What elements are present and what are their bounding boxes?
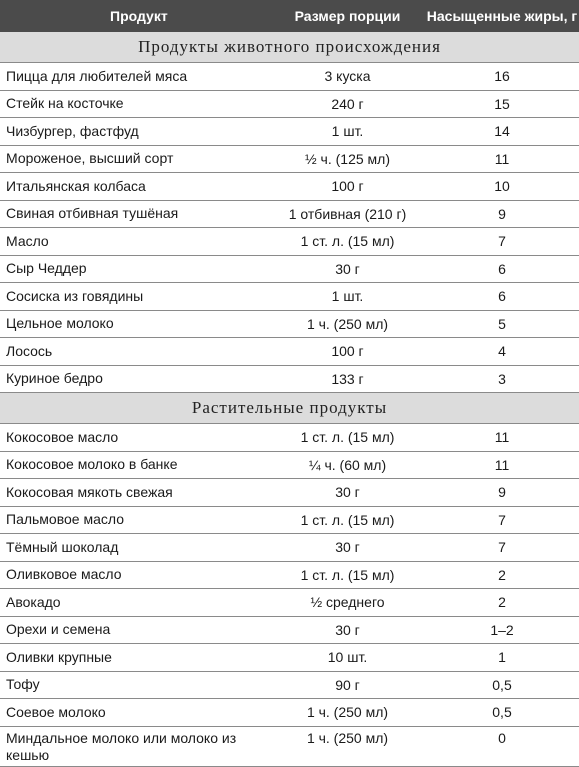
cell-portion: 1 ст. л. (15 мл) <box>300 233 395 250</box>
table-row <box>0 617 579 645</box>
cell-product: Цельное молоко <box>6 315 114 332</box>
cell-portion: 1 ст. л. (15 мл) <box>300 511 395 528</box>
cell-fat: 9 <box>498 484 506 501</box>
header-portion: Размер порции <box>294 8 401 24</box>
cell-product: Соевое молоко <box>6 703 106 720</box>
cell-portion: 1 ч. (250 мл) <box>306 315 389 332</box>
cell-product: Тёмный шоколад <box>6 538 119 555</box>
cell-fat: 0 <box>498 729 506 746</box>
table-row <box>0 534 579 562</box>
table-body <box>0 32 579 767</box>
table-row <box>0 562 579 590</box>
cell-portion: 90 г <box>335 676 360 693</box>
cell-fat: 11 <box>494 429 510 446</box>
cell-fat: 10 <box>494 178 510 195</box>
cell-portion: ¼ ч. (60 мл) <box>308 456 387 473</box>
cell-fat: 15 <box>494 95 510 112</box>
cell-fat: 1–2 <box>490 621 514 638</box>
cell-portion: 3 куска <box>324 68 371 85</box>
cell-fat: 5 <box>498 315 506 332</box>
cell-fat: 11 <box>494 150 510 167</box>
cell-product: Кокосовая мякоть свежая <box>6 483 173 500</box>
cell-portion: 30 г <box>335 539 360 556</box>
header-fat: Насыщенные жиры, г <box>426 8 578 24</box>
cell-portion: 1 отбивная (210 г) <box>288 205 407 222</box>
cell-product: Сосиска из говядины <box>6 287 144 304</box>
cell-portion: 1 ч. (250 мл) <box>306 729 389 746</box>
cell-product: Свиная отбивная тушёная <box>6 205 179 222</box>
table-row <box>0 283 579 311</box>
table-row <box>0 672 579 700</box>
cell-product: Стейк на косточке <box>6 95 124 112</box>
cell-portion: 133 г <box>331 370 364 387</box>
cell-product: Итальянская колбаса <box>6 177 146 194</box>
cell-fat: 9 <box>498 205 506 222</box>
cell-product: Чизбургер, фастфуд <box>6 122 139 139</box>
cell-portion: 30 г <box>335 621 360 638</box>
cell-product: Масло <box>6 232 49 249</box>
table-row <box>0 173 579 201</box>
cell-portion: 10 шт. <box>327 649 368 666</box>
cell-product: Оливки крупные <box>6 648 112 665</box>
cell-product: Мороженое, высший сорт <box>6 150 174 167</box>
cell-product: Кокосовое масло <box>6 428 119 445</box>
cell-portion: 1 шт. <box>331 123 364 140</box>
cell-portion: 30 г <box>335 260 360 277</box>
table-row <box>0 507 579 535</box>
cell-fat: 16 <box>494 68 510 85</box>
cell-fat: 3 <box>498 370 506 387</box>
table-row <box>0 63 579 91</box>
cell-product: Миндальное молоко или молоко из кешью <box>6 729 237 763</box>
cell-portion: 30 г <box>335 484 360 501</box>
table-row <box>0 699 579 727</box>
cell-product: Тофу <box>6 676 40 693</box>
cell-portion: ½ ч. (125 мл) <box>304 150 390 167</box>
cell-portion: 1 шт. <box>331 288 364 305</box>
table-row <box>0 91 579 119</box>
cell-fat: 14 <box>494 123 510 140</box>
cell-product: Кокосовое молоко в банке <box>6 456 178 473</box>
section-title: Растительные продукты <box>0 393 579 424</box>
cell-fat: 7 <box>498 511 506 528</box>
cell-fat: 11 <box>494 456 510 473</box>
table-row <box>0 118 579 146</box>
cell-fat: 4 <box>498 343 506 360</box>
table-row <box>0 201 579 229</box>
cell-product: Лосось <box>6 342 53 359</box>
table-row <box>0 256 579 284</box>
table-row <box>0 338 579 366</box>
cell-fat: 0,5 <box>492 704 512 721</box>
cell-product: Сыр Чеддер <box>6 260 87 277</box>
cell-fat: 0,5 <box>492 676 512 693</box>
cell-product: Орехи и семена <box>6 621 111 638</box>
cell-fat: 6 <box>498 260 506 277</box>
table-row <box>0 228 579 256</box>
cell-fat: 7 <box>498 233 506 250</box>
cell-fat: 2 <box>498 566 506 583</box>
cell-product: Пицца для любителей мяса <box>6 67 188 84</box>
table-row <box>0 727 579 767</box>
cell-portion: 240 г <box>331 95 364 112</box>
table-row <box>0 146 579 174</box>
table-row <box>0 452 579 480</box>
cell-product: Пальмовое масло <box>6 511 124 528</box>
cell-portion: 1 ч. (250 мл) <box>306 704 389 721</box>
table-row <box>0 424 579 452</box>
cell-portion: 1 ст. л. (15 мл) <box>300 566 395 583</box>
table-row <box>0 311 579 339</box>
table-header <box>0 0 579 32</box>
cell-product: Оливковое масло <box>6 566 122 583</box>
table-row <box>0 644 579 672</box>
cell-product: Куриное бедро <box>6 370 103 387</box>
section-title: Продукты животного происхождения <box>0 32 579 63</box>
cell-fat: 6 <box>498 288 506 305</box>
table-row <box>0 366 579 394</box>
cell-portion: ½ среднего <box>310 594 385 611</box>
cell-portion: 100 г <box>331 343 364 360</box>
cell-product: Авокадо <box>6 593 61 610</box>
table-row <box>0 589 579 617</box>
table-row <box>0 479 579 507</box>
header-product: Продукт <box>110 7 168 24</box>
cell-portion: 100 г <box>331 178 364 195</box>
cell-fat: 1 <box>498 649 506 666</box>
cell-fat: 2 <box>498 594 506 611</box>
cell-portion: 1 ст. л. (15 мл) <box>300 429 395 446</box>
cell-fat: 7 <box>498 539 506 556</box>
